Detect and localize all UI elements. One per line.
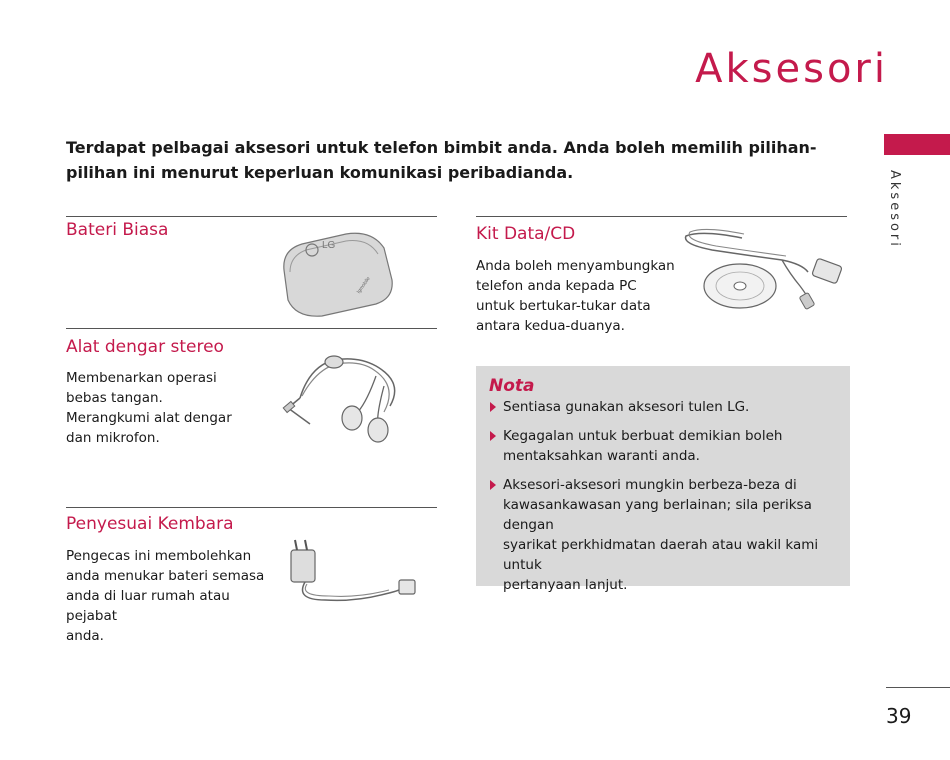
note-item-line: mentaksahkan waranti anda.	[503, 448, 700, 464]
note-title: Nota	[489, 376, 535, 396]
note-item-line: Kegagalan untuk berbuat demikian boleh	[503, 428, 783, 444]
bullet-arrow-icon	[490, 431, 496, 441]
section-title-battery: Bateri Biasa	[66, 220, 169, 240]
svg-text:LG: LG	[322, 240, 336, 251]
section-divider	[476, 216, 847, 217]
note-item-line: kawasankawasan yang berlainan; sila periksa dengan	[503, 497, 812, 533]
side-tab-marker	[884, 134, 950, 155]
battery-illustration	[276, 228, 396, 318]
note-item	[490, 475, 830, 595]
note-item-line: pertanyaan lanjut.	[503, 577, 628, 593]
page-number-divider	[886, 687, 950, 688]
body-line: anda menukar bateri semasa	[66, 568, 265, 584]
body-line: anda di luar rumah atau pejabat	[66, 588, 230, 624]
section-divider	[66, 328, 437, 329]
body-line: antara kedua-duanya.	[476, 318, 625, 334]
body-line: untuk bertukar-tukar data	[476, 298, 651, 314]
note-item	[490, 426, 830, 466]
intro-paragraph: Terdapat pelbagai aksesori untuk telefon bimbit anda. Anda boleh memilih pilihan-pilihan ini menurut keperluan komunikasi peribadianda.	[66, 138, 817, 182]
note-item	[490, 397, 830, 417]
travel-charger-illustration	[285, 536, 425, 611]
section-divider	[66, 216, 437, 217]
body-line: dan mikrofon.	[66, 430, 160, 446]
body-line: Pengecas ini membolehkan	[66, 548, 252, 564]
page-title: Aksesori	[695, 46, 888, 92]
data-cable-cd-illustration	[682, 222, 850, 318]
body-line: telefon anda kepada PC	[476, 278, 637, 294]
bullet-arrow-icon	[490, 402, 496, 412]
section-divider	[66, 507, 437, 508]
bullet-arrow-icon	[490, 480, 496, 490]
section-title-charger: Penyesuai Kembara	[66, 514, 234, 534]
page-number: 39	[886, 704, 912, 728]
section-body-charger	[66, 546, 276, 646]
section-title-datakit: Kit Data/CD	[476, 224, 576, 244]
note-item-line: Sentiasa gunakan aksesori tulen LG.	[503, 399, 750, 415]
note-item-line: syarikat perkhidmatan daerah atau wakil kami untuk	[503, 537, 819, 573]
side-section-label: Aksesori	[887, 170, 902, 249]
body-line: bebas tangan.	[66, 390, 163, 406]
svg-text:lgmobile: lgmobile	[356, 276, 372, 295]
body-line: Membenarkan operasi	[66, 370, 217, 386]
headset-illustration	[280, 346, 410, 446]
section-title-headset: Alat dengar stereo	[66, 337, 224, 357]
body-line: anda.	[66, 628, 104, 644]
section-body-datakit	[476, 256, 676, 336]
body-line: Merangkumi alat dengar	[66, 410, 232, 426]
note-item-line: Aksesori-aksesori mungkin berbeza-beza di	[503, 477, 797, 493]
body-line: Anda boleh menyambungkan	[476, 258, 675, 274]
section-body-headset	[66, 368, 266, 448]
